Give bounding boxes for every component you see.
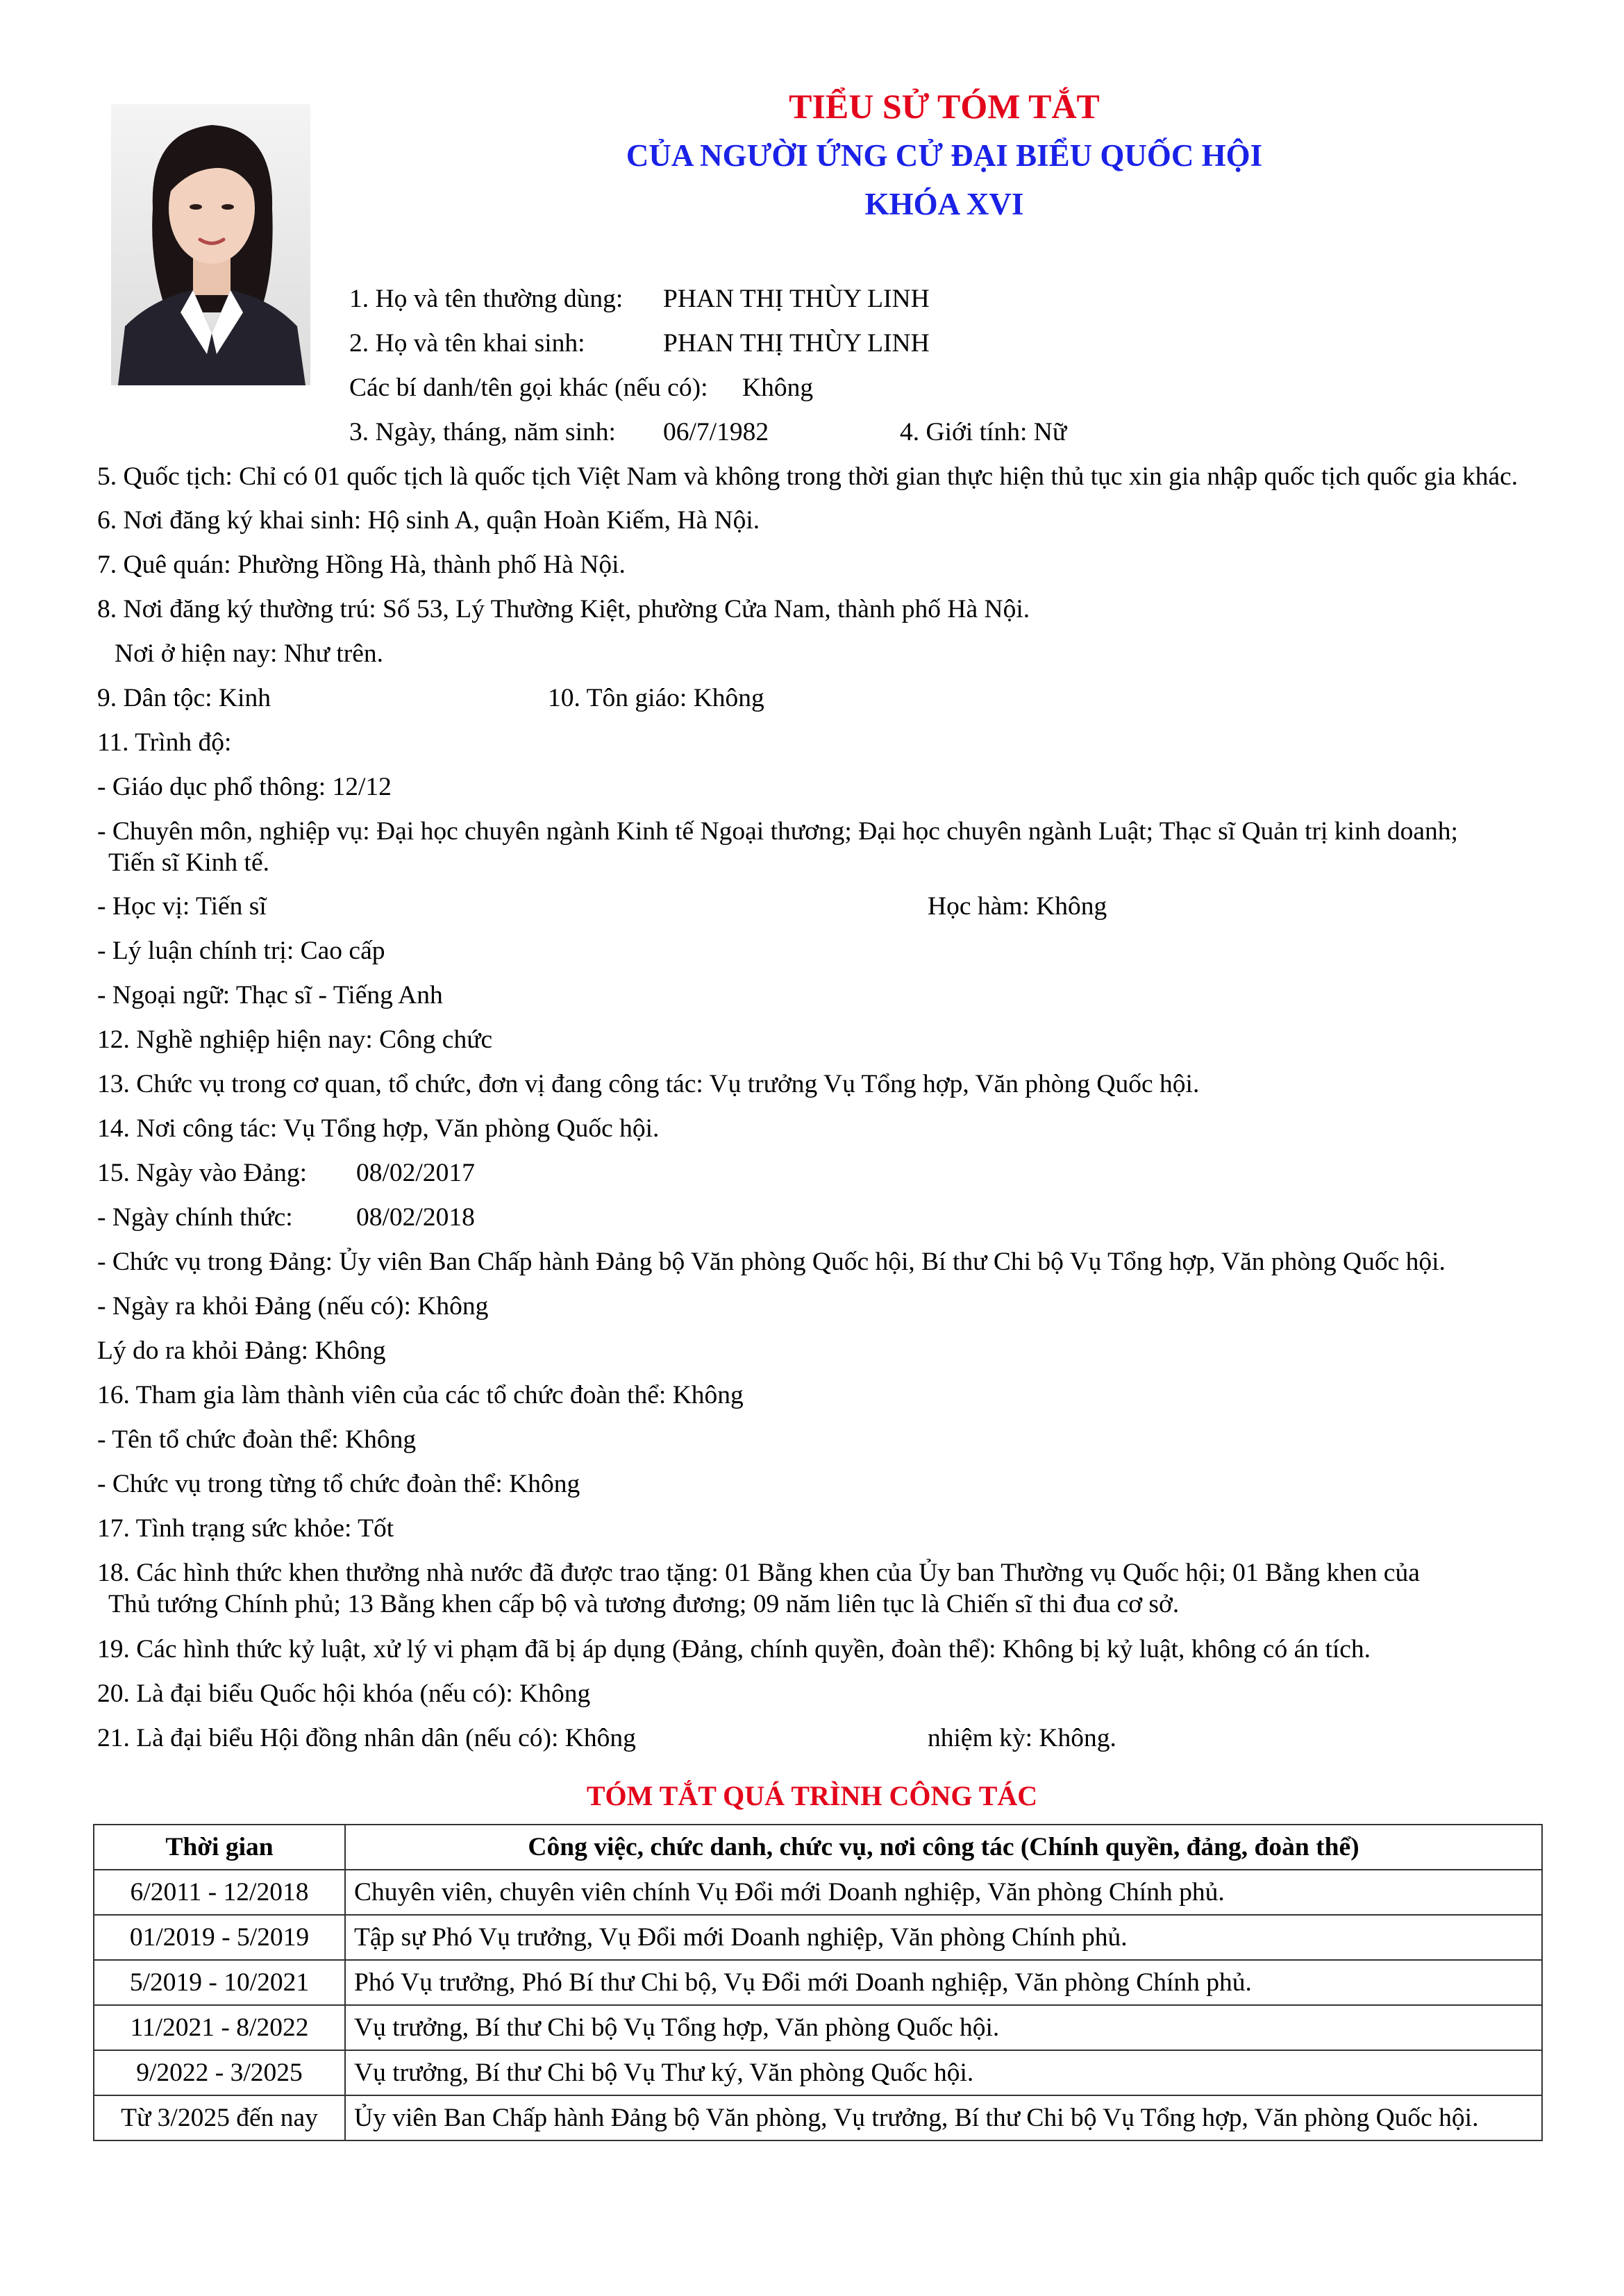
header-description: Công việc, chức danh, chức vụ, nơi công tác (Chính quyền, đảng, đoàn thể)	[345, 1825, 1542, 1870]
table-header-row	[94, 1825, 1542, 1870]
general-education-text: - Giáo dục phổ thông: 12/12	[97, 773, 392, 801]
current-residence-text: Nơi ở hiện nay: Như trên.	[115, 639, 383, 668]
work-history-table	[93, 1824, 1543, 2141]
row-description: Vụ trưởng, Bí thư Chi bộ Vụ Tổng hợp, Văn phòng Quốc hội.	[345, 2005, 1542, 2050]
position-text: 13. Chức vụ trong cơ quan, tổ chức, đơn vị đang công tác: Vụ trưởng Vụ Tổng hợp, Văn phòng Quốc hội.	[97, 1070, 1200, 1098]
party-leave-date-text: - Ngày ra khỏi Đảng (nếu có): Không	[97, 1292, 489, 1321]
organization-name-text: - Tên tổ chức đoàn thể: Không	[97, 1425, 417, 1454]
work-history-title: TÓM TẮT QUÁ TRÌNH CÔNG TÁC	[586, 1780, 1038, 1811]
birth-registration-text: 6. Nơi đăng ký khai sinh: Hộ sinh A, quận Hoàn Kiếm, Hà Nội.	[97, 506, 760, 535]
organizations-text: 16. Tham gia làm thành viên của các tổ chức đoàn thể: Không	[97, 1381, 744, 1409]
row-description: Vụ trưởng, Bí thư Chi bộ Vụ Thư ký, Văn phòng Quốc hội.	[345, 2050, 1542, 2095]
document-title: TIỂU SỬ TÓM TẮT	[789, 87, 1100, 126]
row-time: 6/2011 - 12/2018	[94, 1870, 345, 1915]
document-subtitle: CỦA NGƯỜI ỨNG CỬ ĐẠI BIỂU QUỐC HỘI	[626, 138, 1263, 173]
foreign-language-text: - Ngoại ngữ: Thạc sĩ - Tiếng Anh	[97, 981, 443, 1009]
nationality-text: 5. Quốc tịch: Chỉ có 01 quốc tịch là quốc tịch Việt Nam và không trong thời gian thực hiện thủ tục xin gia nhập quốc tịch quốc gia khác.	[97, 462, 1518, 491]
health-text: 17. Tình trạng sức khỏe: Tốt	[97, 1514, 394, 1543]
party-position-text: - Chức vụ trong Đảng: Ủy viên Ban Chấp hành Đảng bộ Văn phòng Quốc hội, Bí thư Chi bộ Vụ Tổng hợp, Văn phòng Quốc hội.	[97, 1248, 1446, 1276]
workplace-text: 14. Nơi công tác: Vụ Tổng hợp, Văn phòng Quốc hội.	[97, 1114, 660, 1143]
row-description: Tập sự Phó Vụ trưởng, Vụ Đổi mới Doanh nghiệp, Văn phòng Chính phủ.	[345, 1915, 1542, 1960]
permanent-residence-text: 8. Nơi đăng ký thường trú: Số 53, Lý Thường Kiệt, phường Cửa Nam, thành phố Hà Nội.	[97, 595, 1030, 623]
aliases-row	[349, 374, 814, 403]
party-leave-reason-text: Lý do ra khỏi Đảng: Không	[97, 1336, 386, 1365]
gender-text: 4. Giới tính: Nữ	[900, 418, 1067, 446]
party-official-row	[97, 1203, 475, 1232]
common-name-value: PHAN THỊ THÙY LINH	[663, 285, 930, 313]
dob-row	[349, 418, 1067, 447]
party-join-value: 08/02/2017	[356, 1159, 475, 1187]
party-official-value: 08/02/2018	[356, 1203, 475, 1232]
ethnicity-text: 9. Dân tộc: Kinh	[97, 684, 271, 712]
discipline-text: 19. Các hình thức kỷ luật, xử lý vi phạm đã bị áp dụng (Đảng, chính quyền, đoàn thể): Không bị kỷ luật, không có án tích.	[97, 1635, 1371, 1664]
row-time: Từ 3/2025 đến nay	[94, 2095, 345, 2140]
party-join-row	[97, 1159, 475, 1188]
specialty-text-line2: Tiến sĩ Kinh tế.	[108, 848, 269, 877]
table-row	[94, 2095, 1542, 2140]
table-row	[94, 1870, 1542, 1915]
party-official-label: - Ngày chính thức:	[97, 1203, 293, 1232]
row-description: Ủy viên Ban Chấp hành Đảng bộ Văn phòng, Vụ trưởng, Bí thư Chi bộ Vụ Tổng hợp, Văn phòng Quốc hội.	[345, 2095, 1542, 2140]
awards-text-line2: Thủ tướng Chính phủ; 13 Bằng khen cấp bộ và tương đương; 09 năm liên tục là Chiến sĩ thi đua cơ sở.	[108, 1590, 1180, 1618]
party-join-label: 15. Ngày vào Đảng:	[97, 1159, 308, 1187]
birth-name-value: PHAN THỊ THÙY LINH	[663, 329, 930, 358]
row-time: 01/2019 - 5/2019	[94, 1915, 345, 1960]
degree-text: - Học vị: Tiến sĩ	[97, 892, 267, 921]
council-term-text: nhiệm kỳ: Không.	[928, 1724, 1116, 1752]
political-theory-text: - Lý luận chính trị: Cao cấp	[97, 937, 385, 965]
birth-name-row	[349, 329, 930, 358]
aliases-value: Không	[742, 374, 814, 402]
common-name-label: 1. Họ và tên thường dùng:	[349, 285, 623, 313]
table-row	[94, 1915, 1542, 1960]
occupation-text: 12. Nghề nghiệp hiện nay: Công chức	[97, 1025, 493, 1054]
table-row	[94, 1960, 1542, 2005]
common-name-row	[349, 285, 930, 314]
organization-position-text: - Chức vụ trong từng tổ chức đoàn thể: Không	[97, 1470, 580, 1498]
awards-text-line1: 18. Các hình thức khen thưởng nhà nước đã được trao tặng: 01 Bằng khen của Ủy ban Thường vụ Quốc hội; 01 Bằng khen của	[97, 1559, 1420, 1587]
row-description: Chuyên viên, chuyên viên chính Vụ Đổi mới Doanh nghiệp, Văn phòng Chính phủ.	[345, 1870, 1542, 1915]
row-time: 5/2019 - 10/2021	[94, 1960, 345, 2005]
row-time: 9/2022 - 3/2025	[94, 2050, 345, 2095]
birth-name-label: 2. Họ và tên khai sinh:	[349, 329, 585, 358]
specialty-text-line1: - Chuyên môn, nghiệp vụ: Đại học chuyên ngành Kinh tế Ngoại thương; Đại học chuyên ngành Luật; Thạc sĩ Quản trị kinh doanh;	[97, 817, 1458, 846]
aliases-label: Các bí danh/tên gọi khác (nếu có):	[349, 374, 708, 402]
religion-text: 10. Tôn giáo: Không	[548, 684, 764, 712]
table-row	[94, 2005, 1542, 2050]
term-title: KHÓA XVI	[864, 187, 1024, 221]
academic-title-text: Học hàm: Không	[928, 892, 1107, 921]
hometown-text: 7. Quê quán: Phường Hồng Hà, thành phố Hà Nội.	[97, 551, 626, 579]
table-row	[94, 2050, 1542, 2095]
header-time: Thời gian	[94, 1825, 345, 1870]
row-time: 11/2021 - 8/2022	[94, 2005, 345, 2050]
council-deputy-text: 21. Là đại biểu Hội đồng nhân dân (nếu có): Không	[97, 1724, 636, 1752]
dob-value: 06/7/1982	[663, 418, 769, 446]
row-description: Phó Vụ trưởng, Phó Bí thư Chi bộ, Vụ Đổi mới Doanh nghiệp, Văn phòng Chính phủ.	[345, 1960, 1542, 2005]
education-label: 11. Trình độ:	[97, 728, 232, 757]
dob-label: 3. Ngày, tháng, năm sinh:	[349, 418, 616, 446]
na-deputy-text: 20. Là đại biểu Quốc hội khóa (nếu có): Không	[97, 1679, 591, 1708]
